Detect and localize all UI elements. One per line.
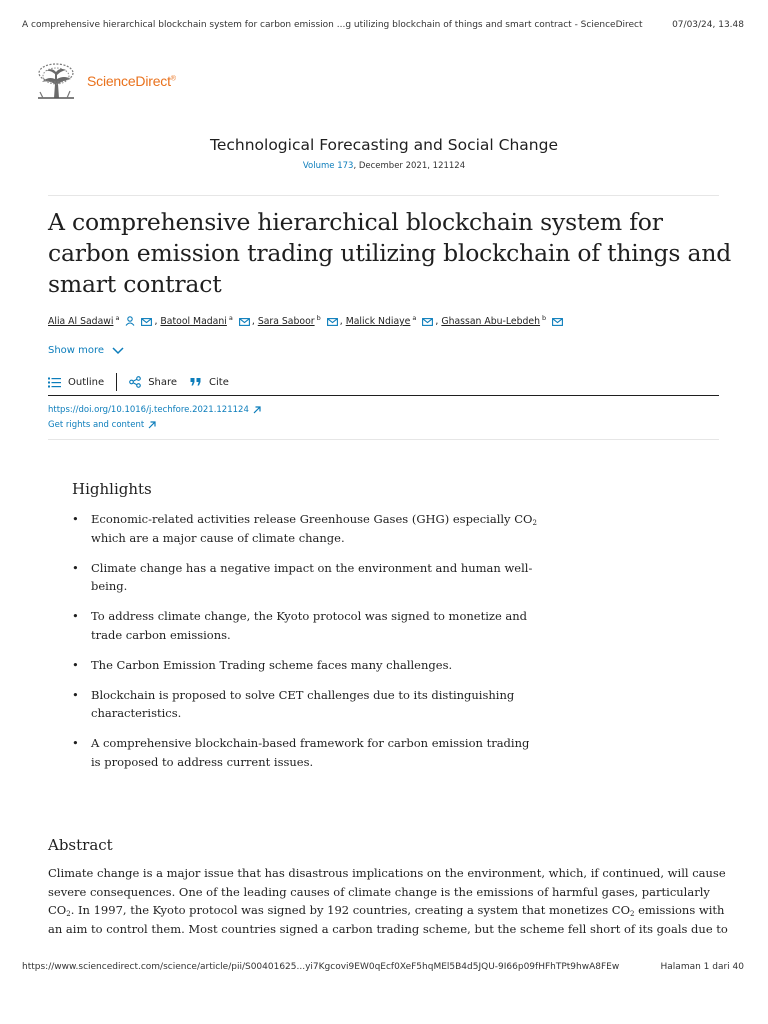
highlight-item xyxy=(72,607,542,644)
highlights-heading: Highlights xyxy=(72,480,152,498)
toolbar-divider xyxy=(116,373,117,391)
highlight-item xyxy=(72,510,542,547)
author-affiliation[interactable]: b xyxy=(316,314,321,322)
subscript: 2 xyxy=(532,519,537,527)
doi-text: https://doi.org/10.1016/j.techfore.2021.121124 xyxy=(48,405,249,415)
share-icon xyxy=(129,376,141,388)
external-link-icon xyxy=(253,406,261,414)
bullet: • xyxy=(72,657,79,672)
print-url: https://www.sciencedirect.com/science/article/pii/S00401625...yi7Kgcovi9EW0qEcf0XeF5hqMEl5B4d5JQU-9I66p09fHFhTPt9hwA8FEw xyxy=(22,962,620,972)
author-entry xyxy=(346,316,442,327)
toolbar-divider-line xyxy=(48,395,719,396)
author-affiliation[interactable]: a xyxy=(228,314,233,322)
author-affiliation[interactable]: b xyxy=(542,314,547,322)
quote-icon xyxy=(190,377,202,387)
show-more-label: Show more xyxy=(48,345,105,356)
highlight-text: To address climate change, the Kyoto protocol was signed to monetize and trade carbon emissions. xyxy=(91,609,528,642)
author-separator: , xyxy=(251,316,255,328)
article-toolbar xyxy=(48,373,229,391)
outline-button[interactable] xyxy=(48,377,104,388)
issue-info xyxy=(0,161,768,171)
elsevier-tree-icon xyxy=(34,62,78,100)
issue-details: , December 2021, 121124 xyxy=(353,161,466,171)
divider xyxy=(48,195,719,196)
author-entry xyxy=(441,316,568,327)
cite-button[interactable] xyxy=(190,377,229,388)
highlight-item xyxy=(72,686,542,723)
mail-icon[interactable] xyxy=(422,318,433,329)
author-list xyxy=(48,314,748,329)
show-more-button[interactable] xyxy=(48,345,124,356)
abstract-text: Climate change is a major issue that has disastrous implications on the environment, which, if continued, will cause severe consequences. One of the leading causes of climate change is the emissions of harmful gases, particularly $CO_2$. In 1997, the Kyoto protocol was signed by 192 countries, creating a system that monetizes $CO_2$ emissions with an aim to control them. Most countries signed a carbon trading scheme, but the scheme fell short of its goals due to xyxy=(48,866,728,936)
external-link-icon xyxy=(148,421,156,429)
author-separator: , xyxy=(154,316,158,328)
highlight-item xyxy=(72,559,542,596)
mail-icon[interactable] xyxy=(239,318,250,329)
doi-link[interactable] xyxy=(48,405,261,415)
author-affiliation[interactable]: a xyxy=(115,314,120,322)
author-name[interactable]: Malick Ndiaye xyxy=(345,316,411,328)
chevron-down-icon xyxy=(112,347,124,355)
author-name[interactable]: Ghassan Abu-Lebdeh xyxy=(441,316,541,328)
highlight-text: Economic-related activities release Greenhouse Gases (GHG) especially CO xyxy=(91,512,533,526)
author-separator: , xyxy=(435,316,439,328)
highlight-item xyxy=(72,734,542,771)
share-button[interactable] xyxy=(129,376,177,388)
highlights-list xyxy=(72,510,542,783)
highlight-text-rest: which are a major cause of climate change. xyxy=(91,530,345,545)
highlight-text: The Carbon Emission Trading scheme faces many challenges. xyxy=(91,657,453,672)
highlight-text: Blockchain is proposed to solve CET challenges due to its distinguishing characteristics. xyxy=(91,687,515,720)
bullet: • xyxy=(72,560,79,575)
print-footer xyxy=(22,962,744,972)
outline-label: Outline xyxy=(68,376,105,388)
journal-title[interactable]: Technological Forecasting and Social Change xyxy=(209,136,558,154)
print-page-number: Halaman 1 dari 40 xyxy=(660,962,744,972)
highlight-text: Climate change has a negative impact on the environment and human well-being. xyxy=(91,560,533,593)
person-icon[interactable] xyxy=(125,316,135,329)
list-icon xyxy=(48,377,61,388)
author-separator: , xyxy=(339,316,343,328)
print-timestamp: 07/03/24, 13.48 xyxy=(672,20,744,30)
highlight-text: A comprehensive blockchain-based framework for carbon emission trading is proposed to address current issues. xyxy=(91,736,530,769)
print-page-title: A comprehensive hierarchical blockchain system for carbon emission ...g utilizing blockchain of things and smart contract - ScienceDirect xyxy=(22,20,643,30)
author-name[interactable]: Batool Madani xyxy=(160,316,227,328)
article-title: A comprehensive hierarchical blockchain system for carbon emission trading utilizing blockchain of things and smart contract xyxy=(48,208,732,298)
print-header xyxy=(22,20,744,30)
logo-text: ScienceDirect® xyxy=(87,73,176,89)
author-affiliation[interactable]: a xyxy=(412,314,417,322)
rights-text: Get rights and content xyxy=(48,420,145,430)
author-name[interactable]: Alia Al Sadawi xyxy=(48,316,114,328)
divider xyxy=(48,439,719,440)
sciencedirect-logo[interactable] xyxy=(34,62,176,100)
abstract-heading: Abstract xyxy=(48,836,113,854)
cite-label: Cite xyxy=(209,376,229,388)
rights-link[interactable] xyxy=(48,420,156,430)
share-label: Share xyxy=(148,376,178,388)
highlight-item xyxy=(72,656,542,675)
bullet: • xyxy=(72,736,79,750)
author-entry xyxy=(160,316,257,327)
author-entry xyxy=(48,316,160,327)
bullet: • xyxy=(72,687,79,702)
bullet: • xyxy=(72,512,79,526)
mail-icon[interactable] xyxy=(327,318,338,329)
mail-icon[interactable] xyxy=(552,318,563,329)
author-entry xyxy=(258,316,346,327)
author-name[interactable]: Sara Saboor xyxy=(257,316,315,328)
volume-link[interactable]: Volume 173 xyxy=(302,161,354,171)
bullet: • xyxy=(72,609,79,623)
mail-icon[interactable] xyxy=(141,318,152,329)
